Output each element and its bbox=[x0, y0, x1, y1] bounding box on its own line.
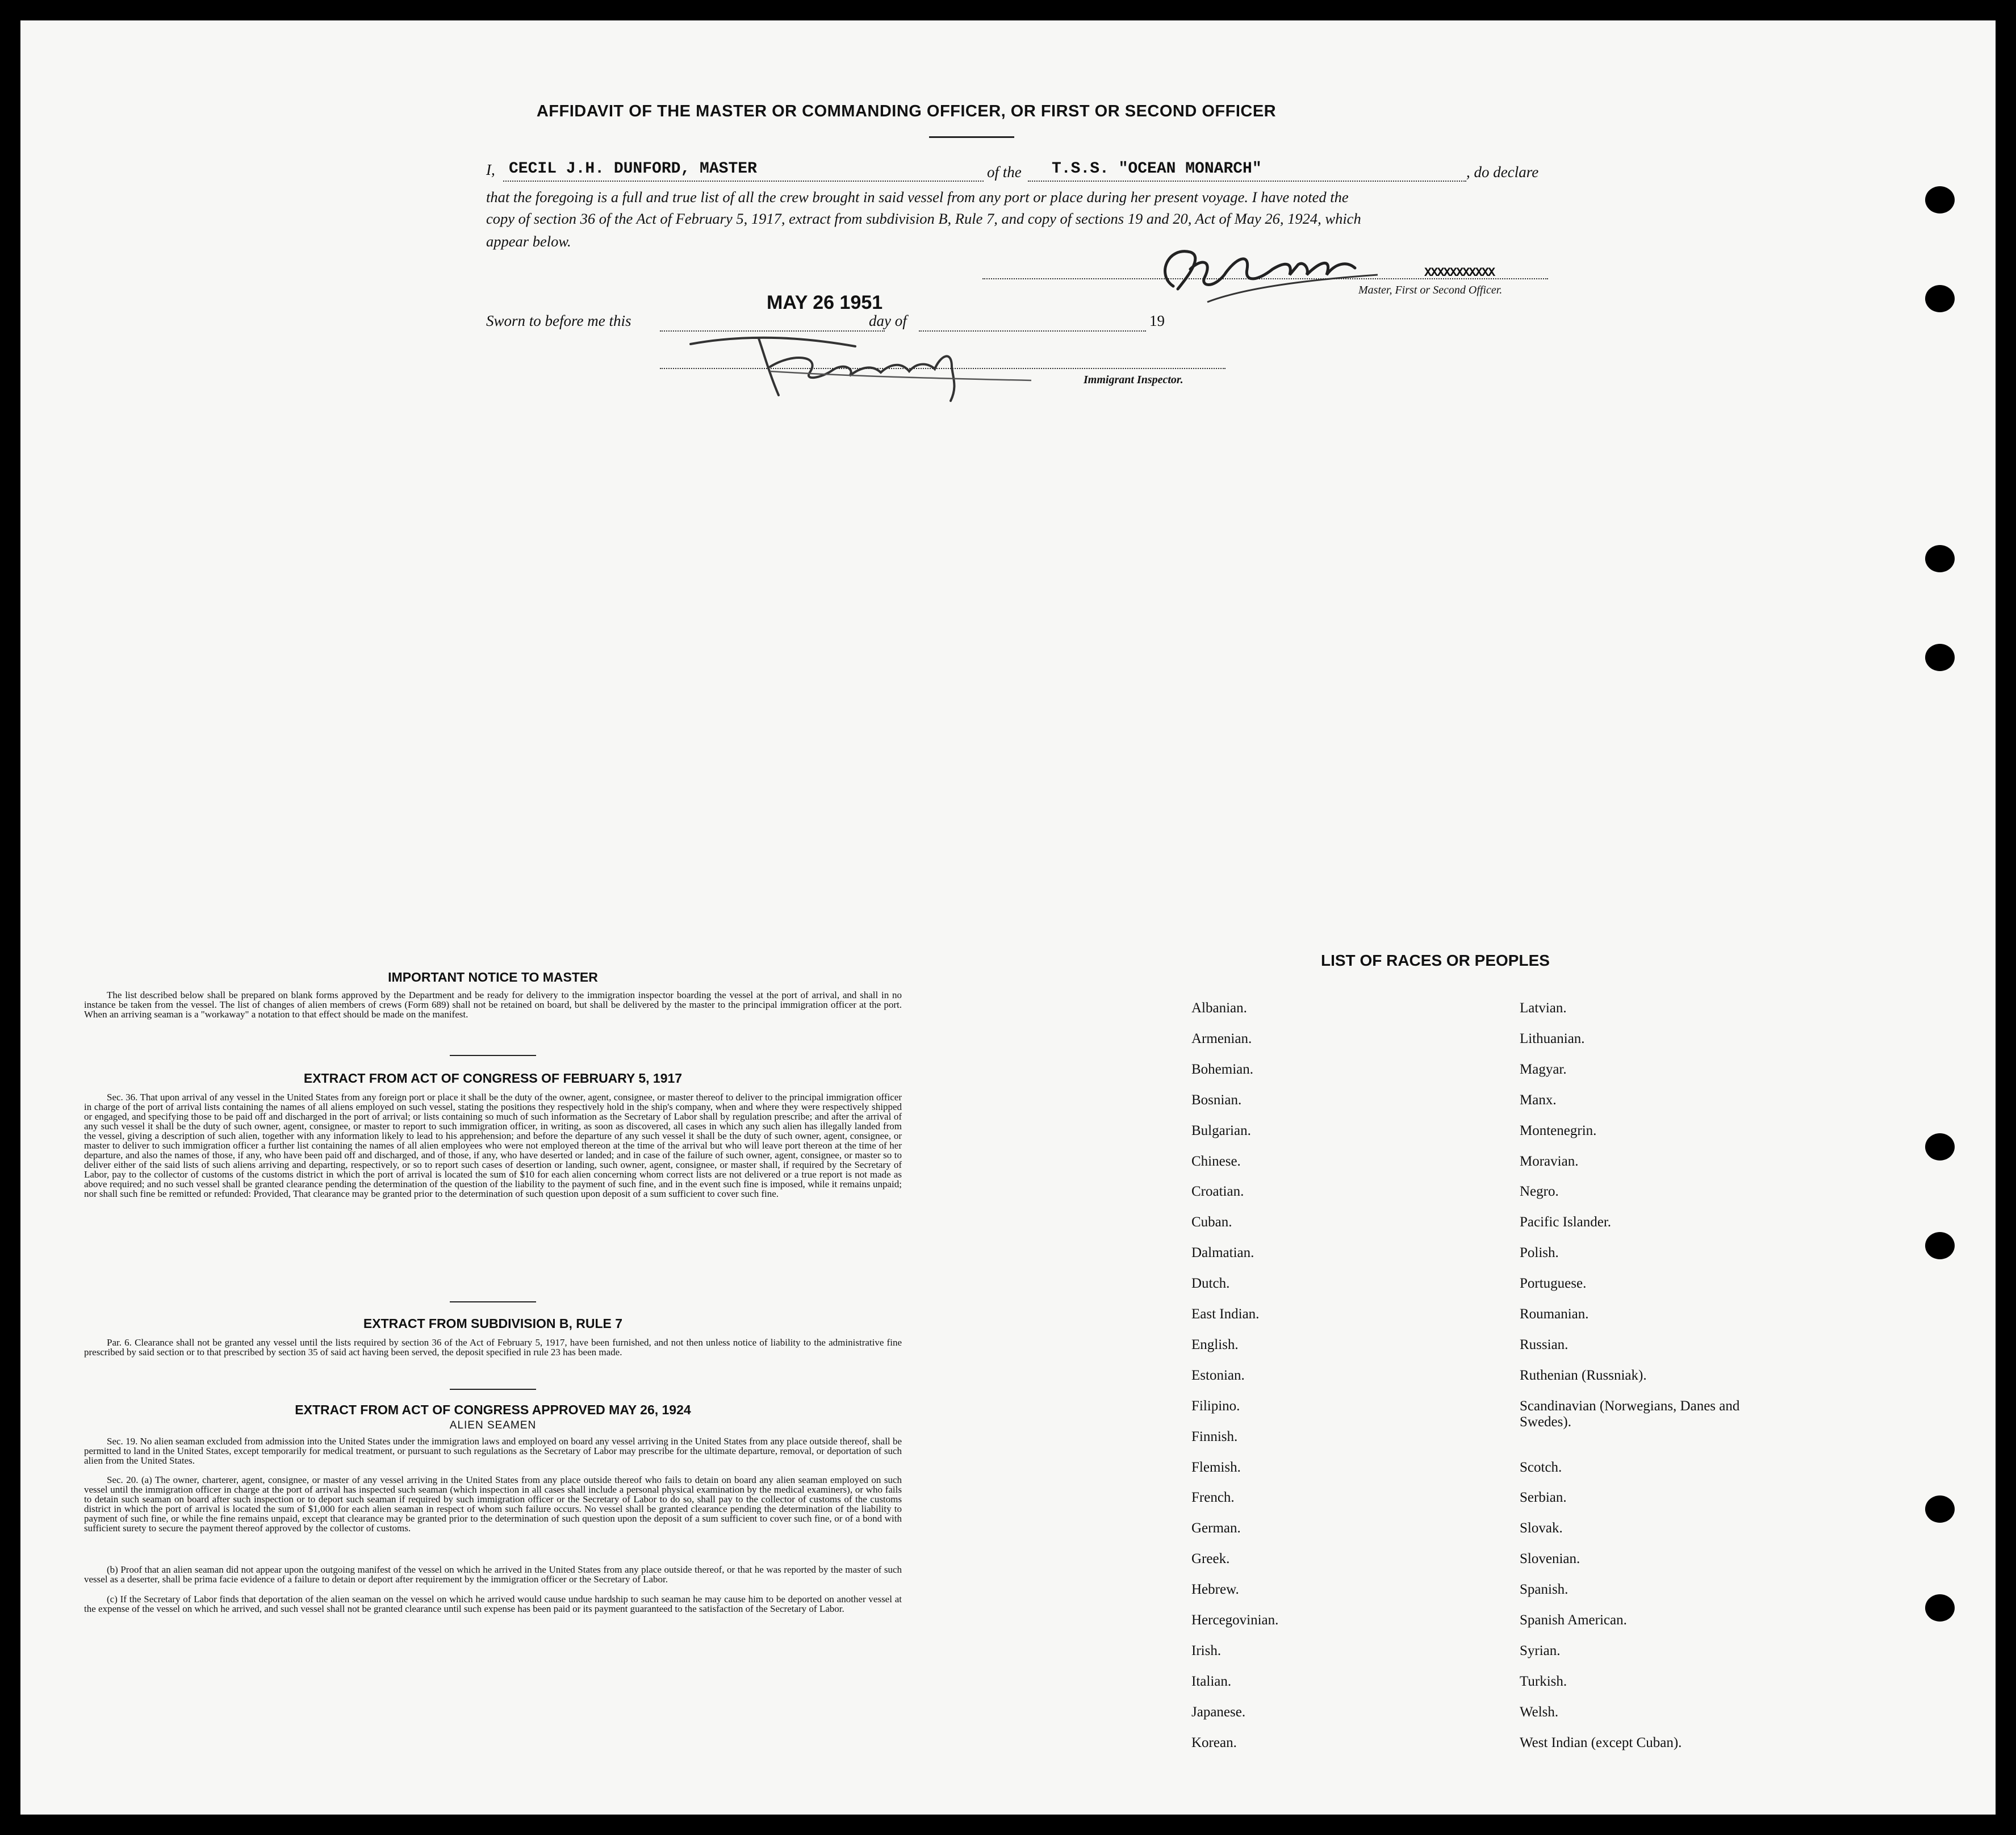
declaration-line-3: copy of section 36 of the Act of February 5, 1917, extract from subdivision B, Rule 7, and copy of sections 19 and 20, Act of May 26, 1924, which bbox=[486, 210, 1361, 227]
declaration-suffix: , do declare bbox=[1466, 164, 1539, 181]
punch-hole bbox=[1925, 1594, 1955, 1622]
declaration-line-2: that the foregoing is a full and true list of all the crew brought in said vessel from any port or place during her present voyage. I have noted the bbox=[486, 188, 1349, 206]
race-item: Scotch. bbox=[1520, 1460, 1562, 1475]
act-1924-sec-20a: Sec. 20. (a) The owner, charterer, agent, consignee, or master of any vessel arriving in the United States from any place outside thereof who fails to detain on board any alien seaman employed on such vessel until the immigration officer in charge at the port of arrival has inspected such seaman (which inspection in all cases shall include a personal physical examination by the medical examiners), or who fails to detain such seaman on board after such inspection or to deport such seaman if required by such immigration officer or the Secretary of Labor to do so, shall pay to the collector of customs of the customs district in which the port of arrival is located the sum of $1,000 for each alien seaman in respect of whom such failure occurs. No vessel shall be granted clearance pending the determination of the liability to payment of such fine, or while the fine remains unpaid, except that clearance may be granted prior to the determination of such question upon the deposit of a sum sufficient to cover such fine, or of a bond with sufficient surety to secure the payment thereof approved by the collector of customs. bbox=[84, 1474, 902, 1534]
rule-7-text: Par. 6. Clearance shall not be granted any vessel until the lists required by section 36 of the Act of February 5, 1917, have been furnished, and not then unless notice of liability to the administrative fine prescribed by said section or to that prescribed by section 35 of said act having been served, the deposit specified in rule 23 has been made. bbox=[84, 1337, 902, 1358]
races-title: LIST OF RACES OR PEOPLES bbox=[1321, 952, 1550, 969]
affidavit-title: AFFIDAVIT OF THE MASTER OR COMMANDING OFFICER, OR FIRST OR SECOND OFFICER bbox=[536, 102, 1277, 120]
race-item: Russian. bbox=[1520, 1337, 1569, 1352]
race-item: Portuguese. bbox=[1520, 1276, 1587, 1291]
declaration-line-4: appear below. bbox=[486, 233, 571, 250]
sworn-date-stamp: MAY 26 1951 bbox=[767, 292, 883, 313]
master-signature bbox=[1151, 235, 1389, 309]
inspector-title: Immigrant Inspector. bbox=[1084, 374, 1183, 386]
divider-rule bbox=[450, 1301, 536, 1302]
race-item: Lithuanian. bbox=[1520, 1031, 1585, 1046]
race-item: Montenegrin. bbox=[1520, 1123, 1597, 1138]
declarant-name: CECIL J.H. DUNFORD, MASTER bbox=[509, 160, 757, 178]
race-item: Polish. bbox=[1520, 1245, 1559, 1260]
race-item: Serbian. bbox=[1520, 1490, 1567, 1505]
race-item: Turkish. bbox=[1520, 1674, 1567, 1689]
race-item: Cuban. bbox=[1191, 1214, 1232, 1230]
race-item: Greek. bbox=[1191, 1551, 1230, 1566]
strikeout-mark: XXXXXXXXXXX bbox=[1424, 266, 1495, 280]
race-item: Welsh. bbox=[1520, 1704, 1559, 1720]
race-item: Scandinavian (Norwegians, Danes and Swedes). bbox=[1520, 1398, 1740, 1430]
race-item: Korean. bbox=[1191, 1735, 1237, 1750]
race-item: Negro. bbox=[1520, 1184, 1559, 1199]
race-item: Spanish. bbox=[1520, 1582, 1569, 1597]
race-item: German. bbox=[1191, 1520, 1241, 1536]
race-item: Hercegovinian. bbox=[1191, 1612, 1279, 1628]
declarant-line bbox=[503, 181, 984, 182]
of-the-label: of the bbox=[987, 164, 1022, 181]
race-item: Pacific Islander. bbox=[1520, 1214, 1612, 1230]
race-item: English. bbox=[1191, 1337, 1239, 1352]
punch-hole bbox=[1925, 186, 1955, 213]
race-item: Estonian. bbox=[1191, 1368, 1245, 1383]
race-item: Chinese. bbox=[1191, 1154, 1241, 1169]
title-rule bbox=[929, 136, 1014, 138]
race-item: West Indian (except Cuban). bbox=[1520, 1735, 1682, 1750]
divider-rule bbox=[450, 1055, 536, 1056]
punch-hole bbox=[1925, 545, 1955, 572]
vessel-line bbox=[1028, 181, 1466, 182]
race-item: Syrian. bbox=[1520, 1643, 1561, 1658]
race-item: Manx. bbox=[1520, 1092, 1557, 1108]
race-item: Roumanian. bbox=[1520, 1306, 1589, 1322]
notice-title: IMPORTANT NOTICE TO MASTER bbox=[388, 970, 598, 984]
punch-hole bbox=[1925, 1232, 1955, 1259]
act-1924-sec-19: Sec. 19. No alien seaman excluded from admission into the United States under the immigration laws and employed on board any vessel arriving in the United States from any place outside thereof, shall be permitted to land in the United States, except temporarily for medical treatment, or pursuant to such regulations as the Secretary of Labor may prescribe for the ultimate departure, removal, or deportation of such alien from the United States. bbox=[84, 1436, 902, 1466]
race-item: Hebrew. bbox=[1191, 1582, 1239, 1597]
race-item: Croatian. bbox=[1191, 1184, 1244, 1199]
race-item: Finnish. bbox=[1191, 1429, 1238, 1444]
act-1924-sec-20c: (c) If the Secretary of Labor finds that deportation of the alien seaman on the vessel on which he arrived would cause undue hardship to such seaman he may cause him to be deported on another vessel at the expense of the vessel on which he arrived, and such vessel shall not be granted clearance until such expense has been paid or its payment guaranteed to the satisfaction of the Secretary of Labor. bbox=[84, 1594, 902, 1614]
punch-hole bbox=[1925, 285, 1955, 312]
race-item: Bulgarian. bbox=[1191, 1123, 1251, 1138]
declaration-prefix: I, bbox=[486, 161, 495, 178]
sworn-prefix: Sworn to before me this bbox=[486, 312, 631, 329]
race-item: Dutch. bbox=[1191, 1276, 1230, 1291]
act-1917-title: EXTRACT FROM ACT OF CONGRESS OF FEBRUARY 5, 1917 bbox=[303, 1071, 683, 1086]
divider-rule bbox=[450, 1389, 536, 1390]
race-item: Latvian. bbox=[1520, 1000, 1567, 1016]
document-page bbox=[20, 20, 1996, 1815]
race-item: Armenian. bbox=[1191, 1031, 1252, 1046]
race-item: French. bbox=[1191, 1490, 1235, 1505]
punch-hole bbox=[1925, 1133, 1955, 1161]
act-1924-title: EXTRACT FROM ACT OF CONGRESS APPROVED MAY 26, 1924 bbox=[295, 1402, 691, 1417]
inspector-line bbox=[660, 368, 1226, 369]
rule-7-title: EXTRACT FROM SUBDIVISION B, RULE 7 bbox=[363, 1316, 623, 1331]
race-item: Magyar. bbox=[1520, 1062, 1567, 1077]
inspector-signature bbox=[685, 321, 1037, 407]
act-1924-sec-20b: (b) Proof that an alien seaman did not appear upon the outgoing manifest of the vessel on which he arrived in the United States from any place outside thereof, or that he was reported by the master of such vessel as a deserter, shall be prima facie evidence of a failure to detain or deport after requirement by the immigration officer or the Secretary of Labor. bbox=[84, 1564, 902, 1585]
race-item: Bohemian. bbox=[1191, 1062, 1254, 1077]
race-item: Spanish American. bbox=[1520, 1612, 1627, 1628]
race-item: Flemish. bbox=[1191, 1460, 1241, 1475]
race-item: Bosnian. bbox=[1191, 1092, 1242, 1108]
year-prefix: 19 bbox=[1149, 312, 1165, 329]
race-item: Albanian. bbox=[1191, 1000, 1247, 1016]
signer-title: Master, First or Second Officer. bbox=[1358, 284, 1503, 296]
punch-hole bbox=[1925, 644, 1955, 671]
race-item: Ruthenian (Russniak). bbox=[1520, 1368, 1647, 1383]
race-item: Slovenian. bbox=[1520, 1551, 1580, 1566]
vessel-name: T.S.S. "OCEAN MONARCH" bbox=[1052, 160, 1262, 178]
race-item: Japanese. bbox=[1191, 1704, 1246, 1720]
race-item: Italian. bbox=[1191, 1674, 1232, 1689]
notice-text: The list described below shall be prepared on blank forms approved by the Department and be ready for delivery to the immigration inspector boarding the vessel at the port of arrival, and shall in no instance be taken from the vessel. The list of changes of alien members of crews (Form 689) shall not be retained on board, but shall be delivered by the master to the principal immigration officer at the port. When an arriving seaman is a "workaway" a notation to that effect should be made on the manifest. bbox=[84, 990, 902, 1020]
day-of-label: day of bbox=[869, 312, 907, 329]
punch-hole bbox=[1925, 1495, 1955, 1523]
act-1924-subtitle: ALIEN SEAMEN bbox=[449, 1419, 537, 1431]
race-item: Filipino. bbox=[1191, 1398, 1240, 1414]
race-item: Irish. bbox=[1191, 1643, 1222, 1658]
act-1917-text: Sec. 36. That upon arrival of any vessel in the United States from any foreign port or place it shall be the duty of the owner, agent, consignee, or master thereof to deliver to the principal immigration officer in charge of the port of arrival lists containing the names of all aliens employed on such vessel, stating the positions they respectively hold in the ship's company, when and where they were respectively shipped or engaged, and specifying those to be paid off and discharged in the port of arrival; or lists containing so much of such information as the Secretary of Labor shall by regulation prescribe; and after the arrival of any such vessel it shall be the duty of such owner, agent, consignee, or master to report to such immigration officer, in writing, as soon as discovered, all cases in which any such alien has illegally landed from the vessel, giving a description of such alien, together with any information likely to lead to his apprehension; and before the departure of any such vessel it shall be the duty of such owner, agent, consignee, or master to deliver to such immigration officer a further list containing the names of all alien employees who were not employed thereon at the time of the arrival but who will leave port thereon at the time of her departure, and also the names of those, if any, who have been paid off and discharged, and of those, if any, who have deserted or landed; and in case of the failure of such owner, agent, consignee, or master so to deliver either of the said lists of such aliens arriving and departing, respectively, or so to report such cases of desertion or landing, such owner, agent, consignee, or master shall, if required by the Secretary of Labor, pay to the collector of customs of the customs district in which the port of arrival is located the sum of $10 for each alien concerning whom correct lists are not delivered or a true report is not made as above required; and no such vessel shall be granted clearance pending the determination of the question of the liability to the payment of such fine, and in the event such fine is imposed, while it remains unpaid; nor shall such fine be remitted or refunded: Provided, That clearance may be granted prior to the determination of such question upon deposit of a sum sufficient to cover such fine. bbox=[84, 1092, 902, 1199]
race-item: Slovak. bbox=[1520, 1520, 1563, 1536]
race-item: Moravian. bbox=[1520, 1154, 1579, 1169]
race-item: East Indian. bbox=[1191, 1306, 1260, 1322]
race-item: Dalmatian. bbox=[1191, 1245, 1254, 1260]
